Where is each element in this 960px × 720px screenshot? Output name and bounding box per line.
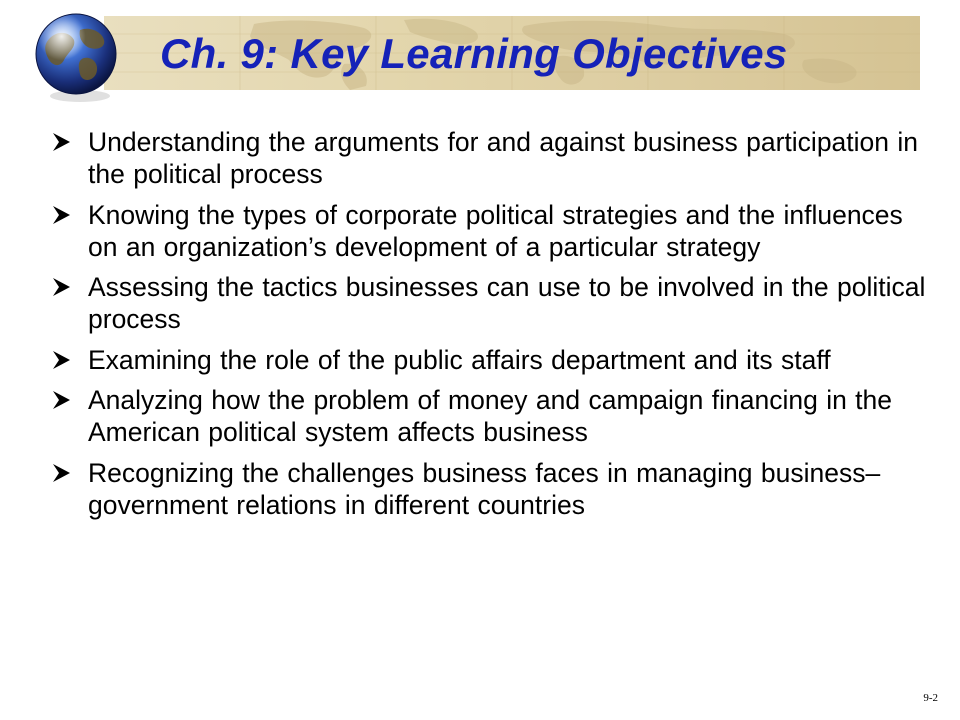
objective-text: Examining the role of the public affairs department and its staff	[88, 344, 831, 375]
objectives-list	[48, 126, 928, 529]
objective-text: Analyzing how the problem of money and campaign financing in the American political system affects business	[88, 385, 893, 447]
globe-icon	[28, 8, 124, 104]
arrowhead-bullet-icon	[51, 390, 71, 410]
objective-item	[48, 126, 928, 190]
objective-item	[48, 271, 928, 335]
objective-text: Recognizing the challenges business faces in managing business–government relations in different countries	[88, 457, 881, 520]
arrowhead-bullet-icon	[51, 350, 71, 370]
objective-item	[48, 199, 928, 263]
slide-title: Ch. 9: Key Learning Objectives	[160, 30, 788, 77]
objective-item	[48, 384, 928, 448]
arrowhead-bullet-icon	[51, 277, 71, 297]
objective-text: Understanding the arguments for and against business participation in the political process	[88, 127, 919, 189]
objective-item	[48, 344, 928, 376]
objective-text: Knowing the types of corporate political strategies and the influences on an organization’s development of a particular strategy	[88, 199, 903, 262]
arrowhead-bullet-icon	[51, 205, 71, 225]
arrowhead-bullet-icon	[51, 132, 71, 152]
objective-text: Assessing the tactics businesses can use to be involved in the political process	[88, 272, 926, 334]
arrowhead-bullet-icon	[51, 463, 71, 483]
objective-item	[48, 457, 928, 521]
slide-number: 9-2	[923, 692, 938, 704]
